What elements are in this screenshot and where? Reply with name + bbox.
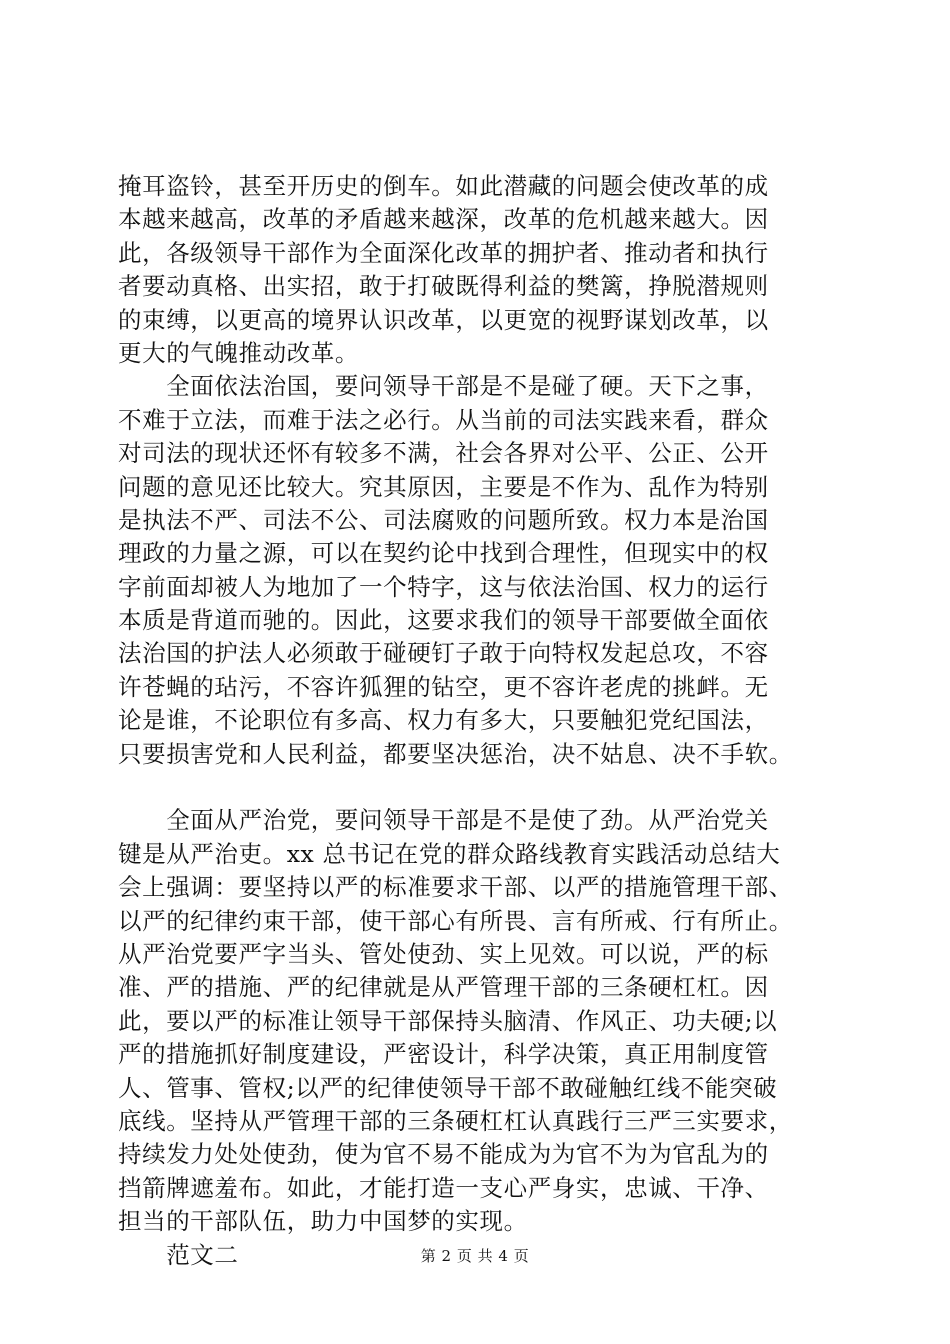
text-line: 全面从严治党，要问领导干部是不是使了劲。从严治党关 xyxy=(118,806,769,835)
text-line: 不难于立法，而难于法之必行。从当前的司法实践来看，群众 xyxy=(118,405,769,434)
text-line: 只要损害党和人民利益，都要坚决惩治，决不姑息、决不手软。 xyxy=(118,739,793,768)
text-line: 键是从严治吏。xx 总书记在党的群众路线教育实践活动总结大 xyxy=(118,839,781,868)
text-line: 许苍蝇的玷污，不容许狐狸的钻空，更不容许老虎的挑衅。无 xyxy=(118,672,769,701)
text-line: 的束缚，以更高的境界认识改革，以更宽的视野谋划改革，以 xyxy=(118,305,769,334)
text-line: 人、管事、管权;以严的纪律使领导干部不敢碰触红线不能突破 xyxy=(118,1073,778,1102)
text-line: 以严的纪律约束干部，使干部心有所畏、言有所戒、行有所止。 xyxy=(118,906,793,935)
text-line: 严的措施抓好制度建设，严密设计，科学决策，真正用制度管 xyxy=(118,1040,769,1069)
text-line: 担当的干部队伍，助力中国梦的实现。 xyxy=(118,1207,528,1236)
text-line: 问题的意见还比较大。究其原因，主要是不作为、乱作为特别 xyxy=(118,472,769,501)
page-number-label: 第 2 页 共 4 页 xyxy=(420,1247,530,1265)
text-line: 准、严的措施、严的纪律就是从严管理干部的三条硬杠杠。因 xyxy=(118,973,769,1002)
document-body xyxy=(118,170,838,1272)
text-line: 论是谁，不论职位有多高、权力有多大，只要触犯党纪国法， xyxy=(118,706,769,735)
text-line: 法治国的护法人必须敢于碰硬钉子敢于向特权发起总攻，不容 xyxy=(118,639,769,668)
text-line: 持续发力处处使劲，使为官不易不能成为为官不为为官乱为的 xyxy=(118,1140,769,1169)
text-line: 底线。坚持从严管理干部的三条硬杠杠认真践行三严三实要求， xyxy=(118,1106,793,1135)
text-line: 全面依法治国，要问领导干部是不是碰了硬。天下之事， xyxy=(118,372,769,401)
text-line: 者要动真格、出实招，敢于打破既得利益的樊篱，挣脱潜规则 xyxy=(118,272,769,301)
page-footer xyxy=(0,1246,950,1266)
text-line: 掩耳盗铃，甚至开历史的倒车。如此潜藏的问题会使改革的成 xyxy=(118,172,769,200)
text-line: 挡箭牌遮羞布。如此，才能打造一支心严身实，忠诚、干净、 xyxy=(118,1173,769,1202)
text-line: 此，要以严的标准让领导干部保持头脑清、作风正、功夫硬;以 xyxy=(118,1006,778,1035)
text-line: 本质是背道而驰的。因此，这要求我们的领导干部要做全面依 xyxy=(118,606,769,635)
text-line: 理政的力量之源，可以在契约论中找到合理性，但现实中的权 xyxy=(118,539,769,568)
text-line: 是执法不严、司法不公、司法腐败的问题所致。权力本是治国 xyxy=(118,505,769,534)
text-line: 字前面却被人为地加了一个特字，这与依法治国、权力的运行 xyxy=(118,572,769,601)
blank-line xyxy=(118,771,838,804)
text-line: 从严治党要严字当头、管处使劲、实上见效。可以说，严的标 xyxy=(118,939,769,968)
text-line: 本越来越高，改革的矛盾越来越深，改革的危机越来越大。因 xyxy=(118,205,769,234)
text-line: 此，各级领导干部作为全面深化改革的拥护者、推动者和执行 xyxy=(118,238,769,267)
text-line: 对司法的现状还怀有较多不满，社会各界对公平、公正、公开 xyxy=(118,439,769,468)
text-line: 会上强调：要坚持以严的标准要求干部、以严的措施管理干部、 xyxy=(118,873,793,902)
text-line: 更大的气魄推动改革。 xyxy=(118,338,359,367)
section-heading: 范文二 xyxy=(118,1240,239,1269)
